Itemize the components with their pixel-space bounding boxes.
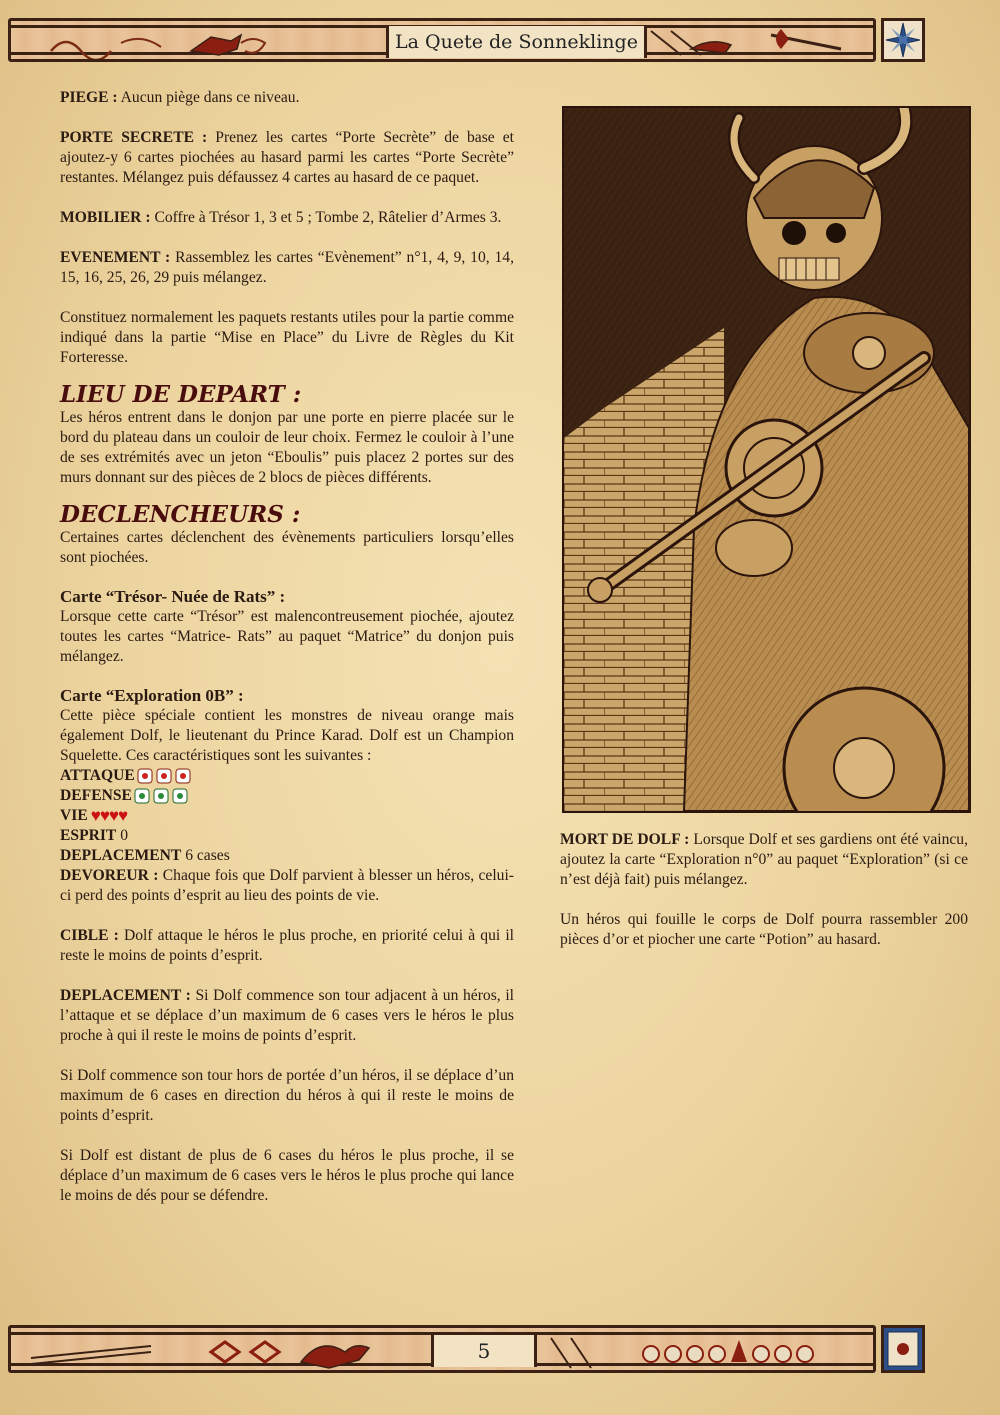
vie-label: VIE (60, 807, 88, 824)
mort-de-dolf-label: MORT DE DOLF : (560, 831, 690, 848)
constituez-paragraph: Constituez normalement les paquets restants utiles pour la partie comme indiqué dans la partie “Mise en Place” du Livre de Règles du Kit Forteresse. (60, 309, 514, 366)
deplacement-paragraph (60, 986, 514, 1046)
shield-die-icon (153, 788, 169, 804)
page-header-title: La Quete de Sonneklinge (386, 26, 647, 58)
deplacement-rule-text: Si Dolf commence son tour adjacent à un héros, il l’attaque et se déplace d’un maximum de 6 cases vers le héros le plus proche à qui il reste le moins de points d’esprit. (60, 987, 514, 1044)
porte-secrete-label: PORTE SECRETE : (60, 129, 208, 146)
declencheurs-heading: DECLENCHEURS : (60, 501, 301, 528)
right-column (560, 830, 968, 950)
cible-label: CIBLE : (60, 927, 119, 944)
defense-label: DEFENSE (60, 787, 132, 804)
shield-die-icon (134, 788, 150, 804)
skull-die-icon (175, 768, 191, 784)
skull-die-icon (137, 768, 153, 784)
evenement-text: Rassemblez les cartes “Evènement” n°1, 4, 9, 10, 14, 15, 16, 25, 26, 29 puis mélangez. (60, 249, 514, 286)
exploration-card-heading: Carte “Exploration 0B” : (60, 686, 244, 705)
left-column (60, 88, 514, 1206)
dragon-head-icon (191, 35, 241, 55)
header-banner (8, 18, 876, 62)
skeleton-champion-illustration (562, 106, 971, 813)
heraldic-badge-icon (881, 1325, 925, 1373)
deplacement-rule-label: DEPLACEMENT : (60, 987, 191, 1004)
dragon-icon (301, 1346, 369, 1368)
spears-icon (31, 1346, 151, 1364)
axe-icon (771, 29, 841, 49)
stat-attaque (60, 766, 514, 786)
mort-de-dolf-paragraph (560, 830, 968, 890)
esprit-value: 0 (116, 827, 129, 844)
heart-icon: ♥♥♥♥ (90, 806, 128, 825)
declencheurs-text: Certaines cartes déclenchent des évènements particuliers lorsqu’elles sont piochées. (60, 529, 514, 566)
mobilier-paragraph (60, 208, 514, 228)
footer-banner (8, 1325, 876, 1373)
skull-die-icon (156, 768, 172, 784)
porte-secrete-paragraph (60, 128, 514, 188)
diamond-icon (211, 1342, 279, 1362)
porte-secrete-text: Prenez les cartes “Porte Secrète” de base et ajoutez-y 6 cartes piochées au hasard parmi les cartes “Porte Secrète” restantes. Mélangez puis défaussez 4 cartes au hasard de ce paquet. (60, 129, 514, 186)
exploration-card-text: Cette pièce spéciale contient les monstres de niveau orange mais également Dolf, le lieutenant du Prince Karad. Dolf est un Champion Squelette. Ces caractéristiques sont les suivantes : (60, 707, 514, 764)
deplacement-value: 6 cases (181, 847, 230, 864)
distant-paragraph: Si Dolf est distant de plus de 6 cases du héros le plus proche, il se déplace d’un maximum de 6 cases vers le héros le plus proche qui lance le moins de dés pour se défendre. (60, 1147, 514, 1204)
tresor-card-heading: Carte “Trésor- Nuée de Rats” : (60, 587, 286, 606)
compass-star-icon (881, 18, 925, 62)
shield-die-icon (172, 788, 188, 804)
stat-esprit (60, 826, 514, 846)
devoreur-text: Chaque fois que Dolf parvient à blesser un héros, celui-ci perd des points d’esprit au lieu des points de vie. (60, 867, 514, 904)
piege-label: PIEGE : (60, 89, 118, 106)
skull-icon (643, 1346, 813, 1362)
hors-portee-paragraph: Si Dolf commence son tour hors de portée d’un héros, il se déplace d’un maximum de 6 cases en direction du héros à qui il reste le moins de points d’esprit. (60, 1067, 514, 1124)
deplacement-label: DEPLACEMENT (60, 847, 182, 864)
devoreur-paragraph (60, 866, 514, 906)
lieu-de-depart-heading: LIEU DE DEPART : (60, 381, 302, 408)
evenement-label: EVENEMENT : (60, 249, 171, 266)
defense-dice (134, 788, 191, 804)
piege-paragraph (60, 88, 514, 108)
piege-text: Aucun piège dans ce niveau. (117, 89, 300, 106)
mort-de-dolf-text: Lorsque Dolf et ses gardiens ont été vaincu, ajoutez la carte “Exploration n°0” au paquet “Exploration” (si ce n’est déjà fait) puis mélangez. (560, 831, 969, 888)
page-number: 5 (431, 1335, 537, 1367)
cible-text: Dolf attaque le héros le plus proche, en priorité celui à qui il reste le moins de points d’esprit. (60, 927, 514, 964)
stat-defense (60, 786, 514, 806)
lieu-de-depart-text: Les héros entrent dans le donjon par une porte en pierre placée sur le bord du plateau dans un couloir de leur choix. Fermez le couloir à l’une de ses extrémités avec un jeton “Eboulis” puis placez 2 portes sur des murs donnant sur des pièces de 2 blocs de pièces différents. (60, 409, 514, 486)
attaque-label: ATTAQUE (60, 767, 135, 784)
cible-paragraph (60, 926, 514, 966)
devoreur-label: DEVOREUR : (60, 867, 159, 884)
stat-vie (60, 806, 514, 826)
stat-deplacement (60, 846, 514, 866)
evenement-paragraph (60, 248, 514, 288)
skeleton-knight-image (564, 108, 969, 811)
mobilier-label: MOBILIER : (60, 209, 151, 226)
mobilier-text: Coffre à Trésor 1, 3 et 5 ; Tombe 2, Râtelier d’Armes 3. (150, 209, 502, 226)
helmet-icon (731, 1340, 747, 1362)
tresor-card-text: Lorsque cette carte “Trésor” est malencontreusement piochée, ajoutez toutes les cartes “Matrice- Rats” au paquet “Matrice” du donjon puis mélangez. (60, 608, 514, 665)
esprit-label: ESPRIT (60, 827, 117, 844)
attaque-dice (137, 768, 194, 784)
fouille-paragraph: Un héros qui fouille le corps de Dolf pourra rassembler 200 pièces d’or et piocher une carte “Potion” au hasard. (560, 911, 968, 948)
